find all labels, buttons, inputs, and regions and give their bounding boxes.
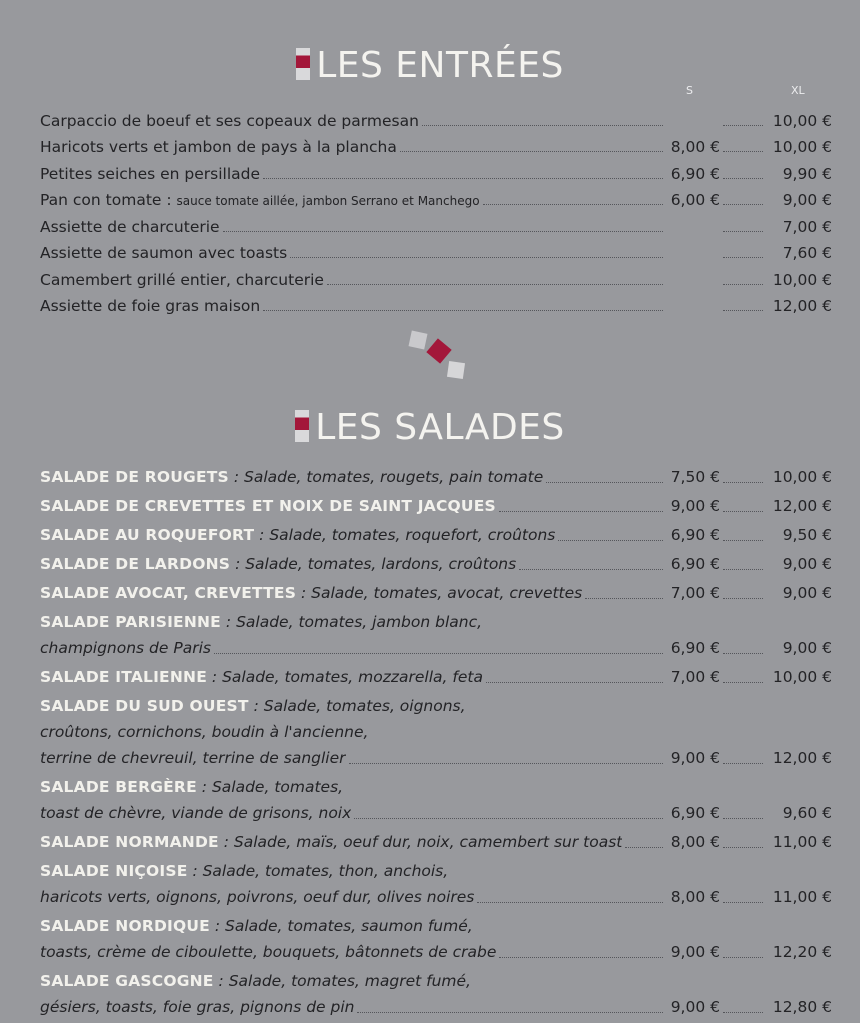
item-description [40,112,419,130]
dot-leader [349,763,663,764]
item-name: Assiette de saumon avec toasts [40,244,288,262]
menu-item [40,580,832,606]
item-name: Petites seiches en persillade [40,164,261,183]
item-price-row [40,664,832,690]
item-ingredients: : Salade, tomates, rougets, pain tomate [233,468,544,486]
item-description [40,939,496,965]
item-price-row [40,464,832,490]
menu-item [40,156,832,183]
item-line [40,913,832,939]
item-price-row [40,493,832,519]
item-ingredients: toast de chèvre, viande de grisons, noix [40,804,352,822]
dot-leader [723,482,763,483]
item-line [40,774,832,800]
item-price-row [40,635,832,661]
price-xl: 11,00 € [772,833,832,851]
menu-item [40,236,832,263]
price-s: 8,00 € [670,833,720,851]
dot-leader [214,653,663,654]
price-xl: 12,80 € [772,998,832,1016]
price-s: 7,00 € [670,584,720,602]
column-header-s: S [686,84,693,97]
item-ingredients: : Salade, maïs, oeuf dur, noix, camembert sur toast [223,833,623,851]
item-ingredients: : Salade, tomates, thon, anchois, [192,862,449,880]
dot-leader [585,598,663,599]
dot-leader [723,257,763,258]
item-ingredients: croûtons, cornichons, boudin à l'ancienne, [40,723,369,741]
item-description [40,800,351,826]
dot-leader [625,847,663,848]
price-xl: 7,60 € [782,244,832,262]
menu-item [40,522,832,548]
dot-leader [723,847,763,848]
item-description [40,165,260,183]
price-s: 6,90 € [670,164,720,183]
item-ingredients: haricots verts, oignons, poivrons, oeuf dur, olives noires [40,888,475,906]
item-name: SALADE DE LARDONS [40,555,231,573]
price-xl: 9,50 € [782,526,832,544]
price-xl: 10,00 € [772,468,832,486]
price-xl: 10,00 € [772,668,832,686]
item-ingredients: : Salade, tomates, saumon fumé, [214,917,473,935]
item-line [40,858,832,884]
price-xl: 10,00 € [772,270,832,289]
item-ingredients: toasts, crème de ciboulette, bouquets, bâtonnets de crabe [40,943,497,961]
item-price-row [40,939,832,965]
item-description [40,884,474,910]
item-name: SALADE NORMANDE [40,833,219,851]
dot-leader [499,957,663,958]
dot-leader [327,284,663,285]
item-description [40,580,582,606]
dot-leader [499,511,663,512]
item-price-row [40,884,832,910]
item-name: Carpaccio de boeuf et ses copeaux de parmesan [40,111,419,130]
dot-leader [723,284,763,285]
dot-leader [723,902,763,903]
salades-title: LES SALADES [0,410,860,446]
item-description [40,271,324,289]
menu-item [40,774,832,826]
dot-leader [723,598,763,599]
price-xl: 9,00 € [782,584,832,602]
dot-leader [723,204,763,205]
menu-item [40,103,832,130]
item-description [40,493,496,519]
menu-item [40,829,832,855]
dot-leader [263,310,663,311]
dot-leader [477,902,663,903]
price-xl: 9,00 € [782,639,832,657]
dot-leader [519,569,663,570]
item-price-row [40,745,832,771]
menu-item [40,262,832,289]
square-mark-icon [295,410,309,442]
menu-item [40,289,832,316]
dot-leader [723,653,763,654]
item-description [40,218,220,236]
price-s: 9,00 € [670,943,720,961]
price-s: 8,00 € [670,138,720,156]
item-name: SALADE AU ROQUEFORT [40,526,255,544]
menu-item [40,693,832,771]
square-mark-icon [296,48,310,80]
item-ingredients: gésiers, toasts, foie gras, pignons de pin [40,998,355,1016]
dot-leader [723,125,763,126]
item-name: SALADE PARISIENNE [40,613,221,631]
item-description [40,635,211,661]
item-name: SALADE DE CREVETTES ET NOIX DE SAINT JACQUES [40,497,496,515]
price-xl: 10,00 € [772,111,832,130]
menu-item [40,913,832,965]
dot-leader [290,257,663,258]
salades-list [40,464,832,1023]
item-name: SALADE DE ROUGETS [40,468,229,486]
menu-item [40,493,832,519]
item-description [40,745,346,771]
price-s: 9,00 € [670,998,720,1016]
entrees-list [40,103,832,315]
item-line [40,693,832,719]
item-name: SALADE GASCOGNE [40,972,214,990]
menu-item [40,551,832,577]
price-s: 8,00 € [670,888,720,906]
item-description [40,464,543,490]
price-xl: 12,20 € [772,943,832,961]
item-description [40,297,260,315]
diamond-squares-icon [408,330,468,382]
dot-leader [723,957,763,958]
item-description [40,522,555,548]
dot-leader [723,511,763,512]
item-line [40,968,832,994]
column-header-xl: XL [791,84,805,97]
item-description [40,138,397,156]
dot-leader [723,818,763,819]
item-name: SALADE NIÇOISE [40,862,188,880]
item-price-row [40,994,832,1020]
item-description [40,191,480,209]
dot-leader [546,482,663,483]
dot-leader [723,540,763,541]
item-price-row [40,800,832,826]
price-s: 7,50 € [670,468,720,486]
dot-leader [723,310,763,311]
item-name: SALADE ITALIENNE [40,668,207,686]
price-xl: 9,00 € [782,555,832,573]
dot-leader [723,231,763,232]
item-description [40,244,287,262]
dot-leader [723,682,763,683]
price-xl: 12,00 € [772,749,832,767]
menu-item [40,130,832,157]
dot-leader [263,178,663,179]
item-ingredients: : Salade, tomates, [201,778,344,796]
item-ingredients: : Salade, tomates, oignons, [253,697,466,715]
item-description [40,664,483,690]
item-ingredients: : Salade, tomates, avocat, crevettes [301,584,583,602]
item-name: SALADE NORDIQUE [40,917,210,935]
dot-leader [357,1012,663,1013]
item-description [40,994,354,1020]
dot-leader [723,763,763,764]
dot-leader [223,231,663,232]
entrees-title: LES ENTRÉES [0,48,860,84]
price-xl: 7,00 € [782,217,832,236]
menu-item [40,464,832,490]
dot-leader [723,178,763,179]
item-name: SALADE BERGÈRE [40,778,197,796]
dot-leader [400,151,663,152]
price-s: 6,90 € [670,639,720,657]
item-name: Assiette de charcuterie [40,217,220,236]
dot-leader [483,204,663,205]
dot-leader [723,151,763,152]
item-ingredients: : Salade, tomates, roquefort, croûtons [259,526,556,544]
price-xl: 12,00 € [772,497,832,515]
item-ingredients: : Salade, tomates, jambon blanc, [225,613,483,631]
menu-item [40,183,832,210]
dot-leader [354,818,663,819]
menu-item [40,609,832,661]
dot-leader [558,540,663,541]
item-note: sauce tomate aillée, jambon Serrano et Manchego [176,194,480,208]
item-price-row [40,551,832,577]
price-s: 6,90 € [670,526,720,544]
item-ingredients: : Salade, tomates, mozzarella, feta [211,668,483,686]
price-s: 6,90 € [670,555,720,573]
item-ingredients: champignons de Paris [40,639,211,657]
item-ingredients: terrine de chevreuil, terrine de sanglier [40,749,346,767]
item-ingredients: : Salade, tomates, lardons, croûtons [235,555,517,573]
menu-item [40,858,832,910]
dot-leader [486,682,663,683]
price-s: 7,00 € [670,668,720,686]
price-s: 6,90 € [670,804,720,822]
dot-leader [422,125,663,126]
item-name: SALADE AVOCAT, CREVETTES [40,584,297,602]
menu-item [40,968,832,1020]
item-name: Assiette de foie gras maison [40,297,261,315]
dot-leader [723,1012,763,1013]
price-xl: 10,00 € [772,138,832,156]
price-xl: 12,00 € [772,297,832,315]
menu-item [40,664,832,690]
price-xl: 9,60 € [782,804,832,822]
item-description [40,551,516,577]
item-price-row [40,829,832,855]
item-description [40,829,622,855]
price-s: 9,00 € [670,749,720,767]
price-xl: 9,90 € [782,164,832,183]
price-s: 6,00 € [670,191,720,209]
dot-leader [723,569,763,570]
item-price-row [40,522,832,548]
item-line [40,609,832,635]
item-ingredients: : Salade, tomates, magret fumé, [218,972,471,990]
item-name: Pan con tomate : [40,191,177,209]
item-price-row [40,580,832,606]
price-s: 9,00 € [670,497,720,515]
price-xl: 9,00 € [782,191,832,209]
item-name: Haricots verts et jambon de pays à la plancha [40,138,397,156]
item-line [40,719,832,745]
menu-item [40,209,832,236]
price-xl: 11,00 € [772,888,832,906]
item-name: Camembert grillé entier, charcuterie [40,270,324,289]
item-name: SALADE DU SUD OUEST [40,697,249,715]
